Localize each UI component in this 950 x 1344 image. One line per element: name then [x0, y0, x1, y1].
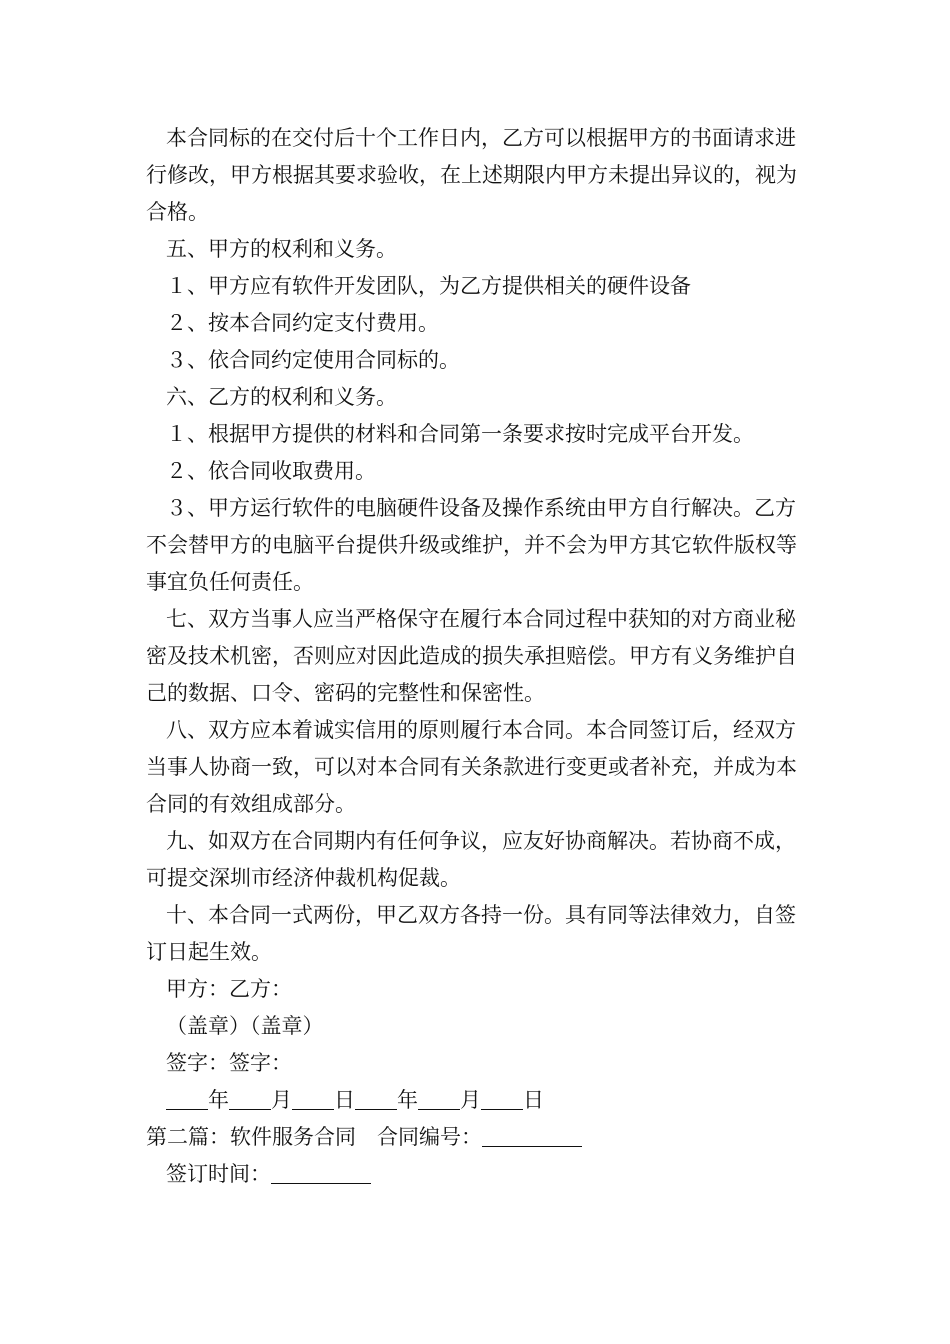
- clause-dispute: 九、如双方在合同期内有任何争议，应友好协商解决。若协商不成，可提交深圳市经济仲裁机构促裁。: [146, 829, 796, 890]
- signature-parties: 甲方：乙方：: [166, 977, 292, 1001]
- sign-time-line: [146, 1156, 810, 1193]
- clause-confidentiality: 七、双方当事人应当严格保守在履行本合同过程中获知的对方商业秘密及技术机密，否则应对因此造成的损失承担赔偿。甲方有义务维护自己的数据、口令、密码的完整性和保密性。: [146, 607, 797, 705]
- day-label-a: 日: [334, 1088, 355, 1112]
- blank-day-a: [292, 1087, 334, 1110]
- sign-time-blank: [271, 1161, 371, 1184]
- signature-date-line: [146, 1082, 810, 1119]
- day-label-b: 日: [523, 1088, 544, 1112]
- paragraph-acceptance: 本合同标的在交付后十个工作日内，乙方可以根据甲方的书面请求进行修改，甲方根据其要求验收，在上述期限内甲方未提出异议的，视为合格。: [146, 126, 797, 224]
- party-a-item-1: １、甲方应有软件开发团队，为乙方提供相关的硬件设备: [166, 274, 691, 298]
- heading-party-a-rights: 五、甲方的权利和义务。: [166, 237, 397, 261]
- signature-sign: 签字：签字：: [166, 1051, 292, 1075]
- clause-copies: 十、本合同一式两份，甲乙双方各持一份。具有同等法律效力，自签订日起生效。: [146, 903, 796, 964]
- blank-month-a: [229, 1087, 271, 1110]
- second-section-title: 第二篇：软件服务合同 合同编号：: [146, 1125, 482, 1149]
- blank-day-b: [481, 1087, 523, 1110]
- year-label-b: 年: [397, 1088, 418, 1112]
- clause-good-faith: 八、双方应本着诚实信用的原则履行本合同。本合同签订后，经双方当事人协商一致，可以对本合同有关条款进行变更或者补充，并成为本合同的有效组成部分。: [146, 718, 797, 816]
- month-label-b: 月: [460, 1088, 481, 1112]
- month-label-a: 月: [271, 1088, 292, 1112]
- contract-number-blank: [482, 1124, 582, 1147]
- second-section-title-line: [146, 1119, 810, 1156]
- signature-seal: （盖章）（盖章）: [166, 1014, 324, 1038]
- party-b-item-2: ２、依合同收取费用。: [166, 459, 376, 483]
- party-a-item-2: ２、按本合同约定支付费用。: [166, 311, 439, 335]
- blank-month-b: [418, 1087, 460, 1110]
- document-page: [146, 120, 810, 1193]
- party-b-item-1: １、根据甲方提供的材料和合同第一条要求按时完成平台开发。: [166, 422, 754, 446]
- year-label-a: 年: [208, 1088, 229, 1112]
- heading-party-b-rights: 六、乙方的权利和义务。: [166, 385, 397, 409]
- blank-year-a: [166, 1087, 208, 1110]
- party-a-item-3: ３、依合同约定使用合同标的。: [166, 348, 460, 372]
- party-b-item-3: ３、甲方运行软件的电脑硬件设备及操作系统由甲方自行解决。乙方不会替甲方的电脑平台提供升级或维护，并不会为甲方其它软件版权等事宜负任何责任。: [146, 496, 797, 594]
- blank-year-b: [355, 1087, 397, 1110]
- sign-time-label: 签订时间：: [166, 1162, 271, 1186]
